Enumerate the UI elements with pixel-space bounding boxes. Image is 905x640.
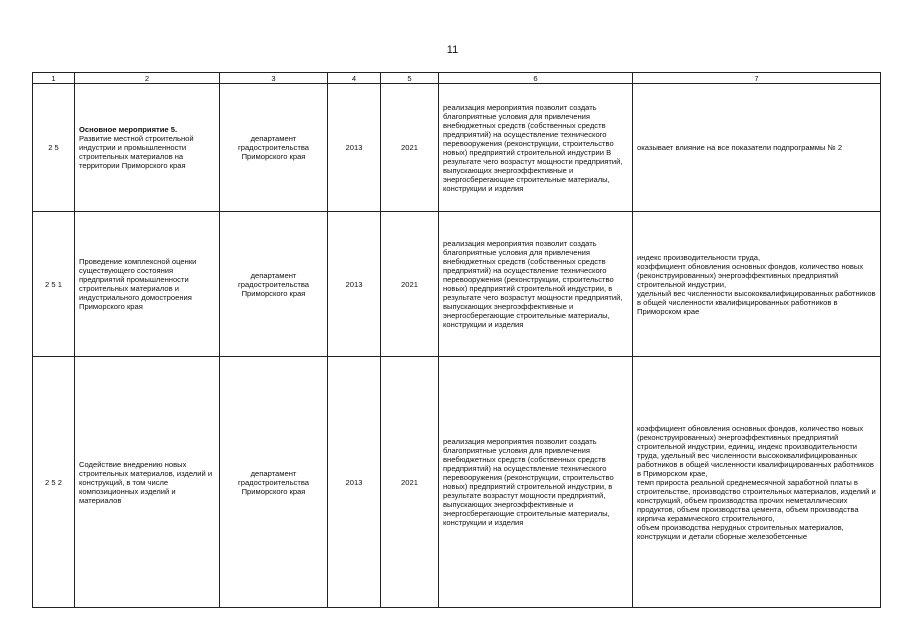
start-year: 2013 <box>328 212 381 357</box>
responsible-department: департамент градостроительства Приморского края <box>220 212 328 357</box>
activity-number: 2 5 2 <box>33 357 75 608</box>
table-row <box>33 84 881 212</box>
indicator-item: коэффициент обновления основных фондов, количество новых (реконструированных) энергоэффективных предприятий строительной индустрии, <box>637 261 864 289</box>
indicator-item: объем производства нерудных строительных материалов, <box>637 522 844 532</box>
responsible-department: департамент градостроительства Приморского края <box>220 84 328 212</box>
indicators-cell <box>633 84 881 212</box>
activity-title-text: Развитие местной строительной индустрии и промышленности строительных материалов на территории Приморского края <box>79 134 194 170</box>
indicator-item: темп прироста реальной среднемесячной заработной платы в строительстве, производство строительных материалов, изделий и конструкций, объем производства прочих неметаллических продуктов, объем производства цемента, объем производства кирпича керамического строительного, <box>637 477 876 523</box>
column-header: 6 <box>439 73 633 84</box>
page-number: 11 <box>446 44 459 56</box>
responsible-department: департамент градостроительства Приморского края <box>220 357 328 608</box>
column-header: 4 <box>328 73 381 84</box>
expected-result: реализация мероприятия позволит создать благоприятные условия для привлечения внебюджетных средств (собственных средств предприятий) на осуществление технического перевооружения (реконструкции, строительство новых) предприятий строительной индустрии В результате чего возрастут мощности предприятий, выпускающих энергоэффективные и энергосберегающие строительные материалы, конструкции и изделия <box>439 84 633 212</box>
end-year: 2021 <box>381 357 439 608</box>
activity-number: 2 5 <box>33 84 75 212</box>
column-number-row <box>33 73 881 84</box>
activity-number: 2 5 1 <box>33 212 75 357</box>
expected-result: реализация мероприятия позволит создать благоприятные условия для привлечения внебюджетных средств (собственных средств предприятий) на осуществление технического перевооружения (реконструкции, строительство новых) предприятий строительной индустрии, в результате возрастут мощности предприятий, выпускающих энергоэффективные и энергосберегающие строительные материалы, конструкции и изделия <box>439 357 633 608</box>
indicator-item: коэффициент обновления основных фондов, количество новых (реконструированных) энергоэффективных предприятий строительной индустрии, единиц, индекс производительности труда, удельный вес численности высококвалифицированных работников в общей численности квалифицированных работников в Приморском крае, <box>637 423 874 478</box>
table-row <box>33 212 881 357</box>
end-year: 2021 <box>381 84 439 212</box>
end-year: 2021 <box>381 212 439 357</box>
column-header: 1 <box>33 73 75 84</box>
indicator-item: индекс производительности труда, <box>637 252 761 262</box>
column-header: 5 <box>381 73 439 84</box>
activity-title <box>75 84 220 212</box>
activity-title: Содействие внедрению новых строительных материалов, изделий и конструкций, в том числе композиционных изделий и материалов <box>75 357 220 608</box>
column-header: 3 <box>220 73 328 84</box>
indicator-item: удельный вес численности высококвалифицированных работников в общей численности квалифицированных работников в Приморском крае <box>637 288 876 316</box>
indicator-item: конструкции и детали сборные железобетонные <box>637 531 808 541</box>
start-year: 2013 <box>328 357 381 608</box>
column-header: 7 <box>633 73 881 84</box>
expected-result: реализация мероприятия позволит создать благоприятные условия для привлечения внебюджетных средств (собственных средств предприятий) на осуществление технического перевооружения (реконструкции, строительство новых) предприятий строительной индустрии, в результате чего возрастут мощности предприятий, выпускающих энергоэффективные и энергосберегающие строительные материалы, конструкции и изделия <box>439 212 633 357</box>
activity-title-bold: Основное мероприятие 5. <box>79 125 178 134</box>
indicator-item: оказывает влияние на все показатели подпрограммы № 2 <box>637 143 843 152</box>
column-header: 2 <box>75 73 220 84</box>
activity-title: Проведение комплексной оценки существующего состояния предприятий промышленности строительных материалов и индустриального домостроения Приморского края <box>75 212 220 357</box>
indicators-cell <box>633 212 881 357</box>
indicators-cell <box>633 357 881 608</box>
start-year: 2013 <box>328 84 381 212</box>
table-row <box>33 357 881 608</box>
program-activities-table <box>32 72 881 608</box>
